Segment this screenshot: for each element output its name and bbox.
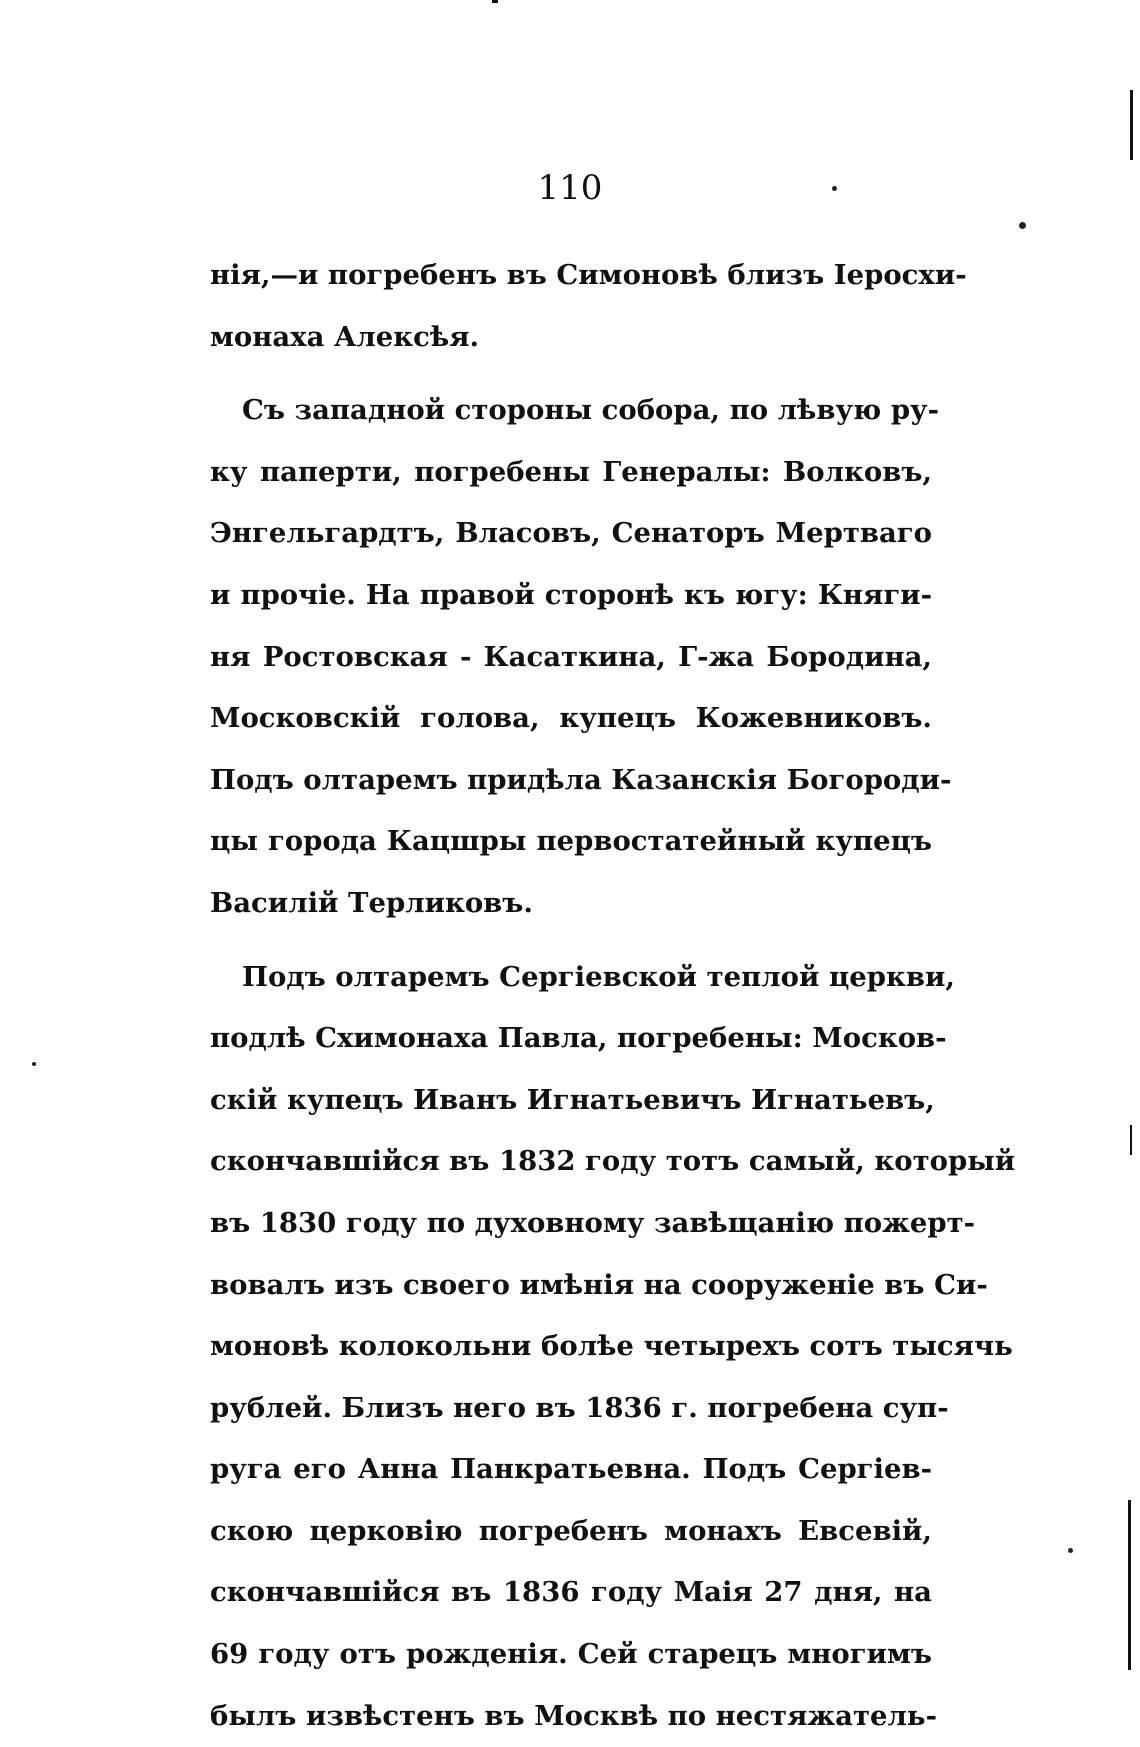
text-line: 69 году отъ рожденія. Сей старецъ многимъ — [210, 1638, 932, 1671]
text-line: Съ западной стороны собора, по лѣвую ру- — [242, 394, 940, 427]
text-line: Московскій голова, купецъ Кожевниковъ. — [210, 702, 932, 735]
text-line: вовалъ изъ своего имѣнія на сооруженіе въ Си- — [210, 1268, 988, 1301]
text-line: Энгельгардтъ, Власовъ, Сенаторъ Мертваго — [210, 517, 932, 550]
text-line: въ 1830 году по духовному завѣщанію пожерт- — [210, 1206, 976, 1239]
text-line: Василій Терликовъ. — [210, 886, 533, 919]
text-line: былъ извѣстенъ въ Москвѣ по нестяжатель- — [210, 1699, 937, 1732]
text-line: скончавшійся въ 1832 году тотъ самый, который — [210, 1145, 1016, 1178]
scan-speck — [832, 186, 837, 191]
text-line: скою церковію погребенъ монахъ Евсевій, — [210, 1514, 932, 1547]
text-line: монаха Алексѣя. — [210, 320, 480, 353]
text-line: подлѣ Схимонаха Павла, погребены: Москов- — [210, 1022, 947, 1055]
page-number: 110 — [537, 168, 603, 208]
text-line: рублей. Близъ него въ 1836 г. погребена суп- — [210, 1391, 949, 1424]
scan-speck — [32, 1062, 36, 1066]
scan-edge-mark — [1130, 90, 1133, 160]
scan-edge-mark — [492, 0, 498, 3]
text-line: нія,—и погребенъ въ Симоновѣ близъ Іеросхи- — [210, 259, 967, 291]
scan-speck — [1019, 222, 1026, 229]
body-text — [210, 245, 1016, 1747]
text-line: Подъ олтаремъ Сергіевской теплой церкви, — [242, 960, 955, 993]
scan-speck — [1068, 1548, 1073, 1553]
text-line: и прочіе. На правой сторонѣ къ югу: Княги- — [210, 578, 932, 611]
text-line: ня Ростовская - Касаткина, Г-жа Бородина, — [210, 640, 932, 673]
text-line: скій купецъ Иванъ Игнатьевичъ Игнатьевъ, — [210, 1083, 935, 1116]
text-line: Подъ олтаремъ придѣла Казанскія Богороди- — [210, 763, 952, 796]
text-line: ку паперти, погребены Генералы: Волковъ, — [210, 455, 932, 488]
text-line: цы города Кацшры первостатейный купецъ — [210, 825, 932, 858]
scan-edge-mark — [1130, 1125, 1132, 1155]
text-line: моновѣ колокольни болѣе четырехъ сотъ тысячь — [210, 1330, 1013, 1363]
text-line: скончавшійся въ 1836 году Маія 27 дня, на — [210, 1576, 932, 1609]
text-line: руга его Анна Панкратьевна. Подъ Сергіев- — [210, 1453, 932, 1486]
scan-edge-mark — [1128, 1500, 1131, 1670]
